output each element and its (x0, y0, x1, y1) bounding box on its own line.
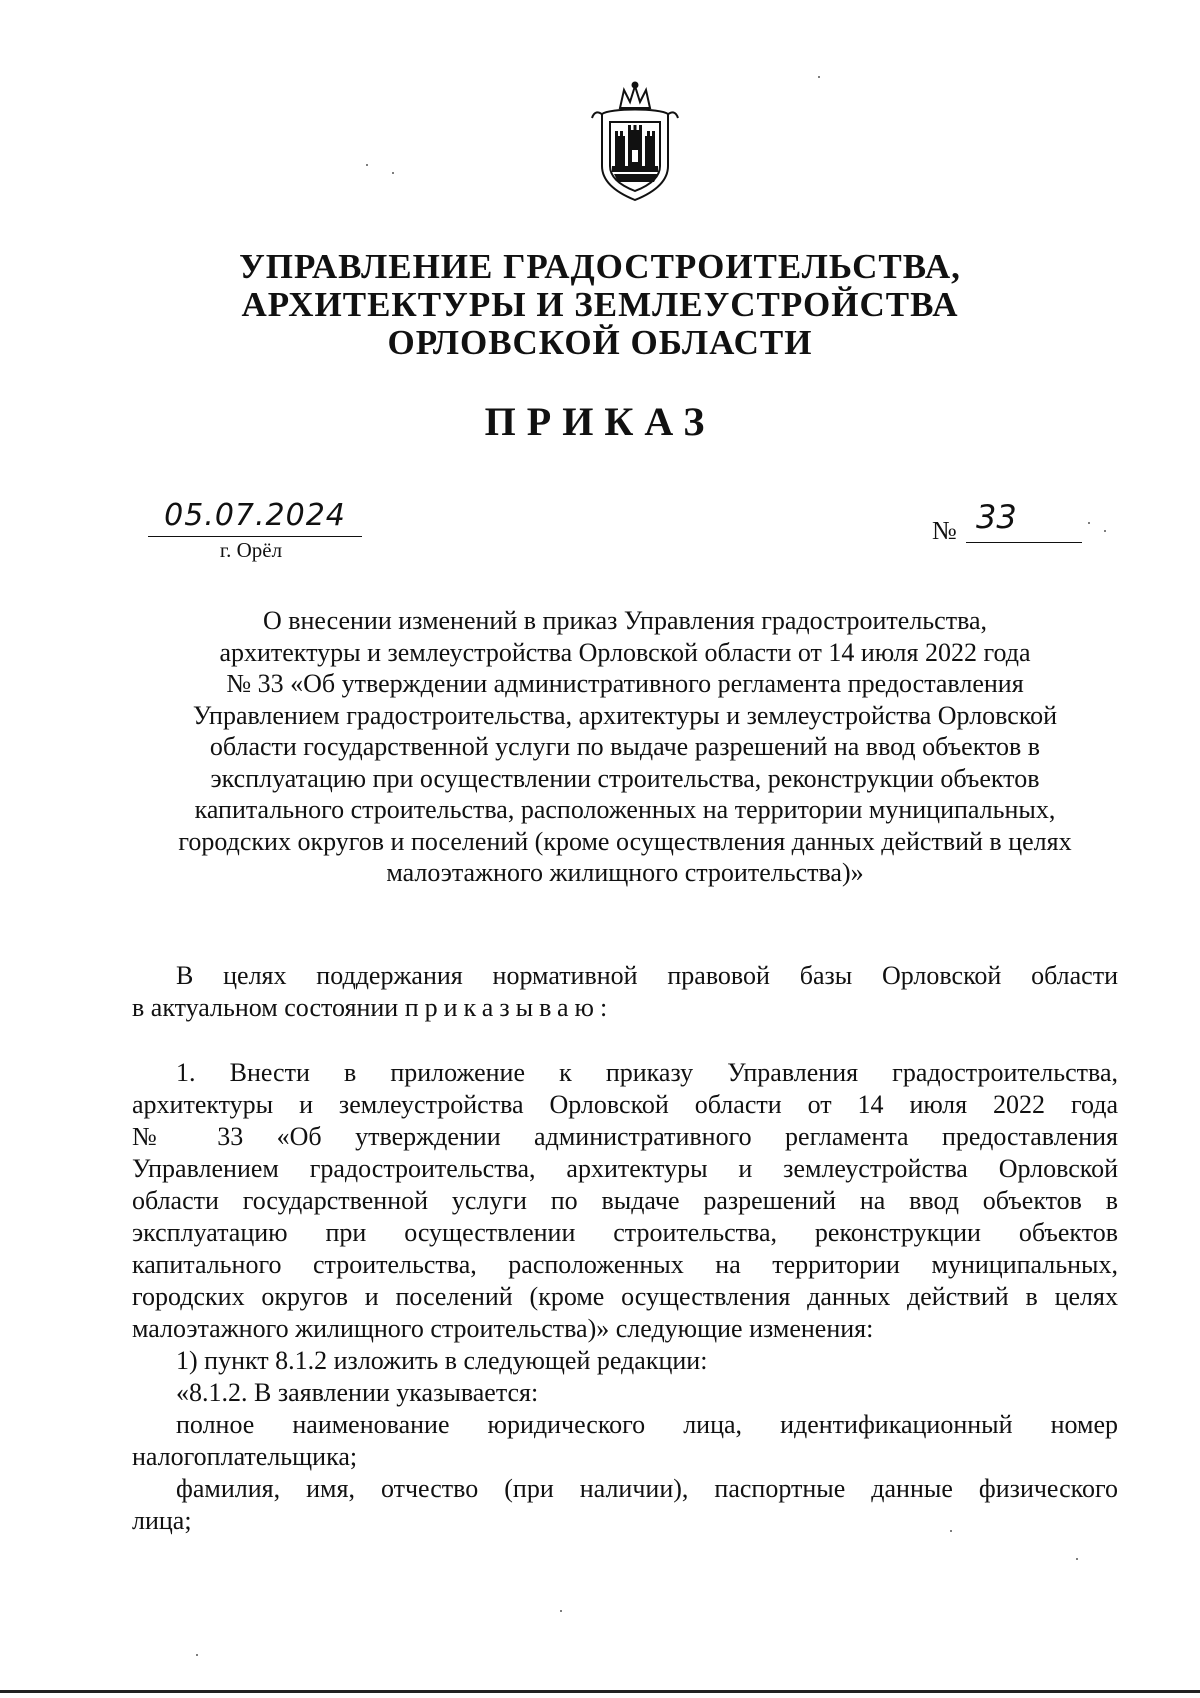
subject-line: Управлением градостроительства, архитектуры и землеустройства Орловской (192, 700, 1058, 730)
subject-line: эксплуатацию при осуществлении строительства, реконструкции объектов (210, 763, 1040, 793)
subject-line: № 33 «Об утверждении административного регламента предоставления (226, 669, 1024, 698)
scan-speck (560, 1610, 562, 1612)
quote-start-line: «8.1.2. В заявлении указывается: (176, 1378, 539, 1407)
individual-line: лица; (132, 1506, 192, 1535)
paragraph-line: городских округов и поселений (кроме осуществления данных действий в целях (132, 1282, 1118, 1311)
scan-speck (950, 1530, 952, 1532)
subject-line: городских округов и поселений (кроме осуществления данных действий в целях (178, 826, 1072, 856)
preamble-line (132, 992, 1118, 1024)
scan-speck (818, 76, 820, 78)
scan-edge-line (0, 1690, 1200, 1693)
document-number-block (932, 498, 1082, 546)
legal-entity-line: налогоплательщика; (132, 1442, 358, 1471)
subject-line: архитектуры и землеустройства Орловской области от 14 июля 2022 года (219, 637, 1031, 667)
legal-entity-line: полное наименование юридического лица, идентификационный номер (176, 1410, 1118, 1439)
paragraph-line: № 33 «Об утверждении административного регламента предоставления (132, 1122, 1118, 1151)
subject-line: малоэтажного жилищного строительства)» (386, 858, 864, 887)
date-block (148, 496, 362, 563)
organization-name-line: АРХИТЕКТУРЫ И ЗЕМЛЕУСТРОЙСТВА (241, 285, 959, 324)
scan-speck (366, 164, 368, 166)
handwritten-date: 05.07.2024 (164, 498, 346, 533)
subject-line: капитального строительства, расположенных на территории муниципальных, (194, 795, 1056, 824)
organization-name (0, 248, 1200, 362)
organization-name-line: УПРАВЛЕНИЕ ГРАДОСТРОИТЕЛЬСТВА, (239, 247, 961, 286)
preamble-colon: : (599, 993, 608, 1022)
preamble-line: В целях поддержания нормативной правовой базы Орловской области (176, 961, 1118, 990)
paragraph-line: Управлением градостроительства, архитектуры и землеустройства Орловской (132, 1154, 1118, 1183)
paragraph-line: капитального строительства, расположенных на территории муниципальных, (132, 1250, 1118, 1279)
subitem-line: 1) пункт 8.1.2 изложить в следующей редакции: (176, 1346, 708, 1375)
date-underline (148, 536, 362, 537)
preamble-text: в актуальном состоянии (132, 993, 405, 1022)
paragraph-line: малоэтажного жилищного строительства)» следующие изменения: (132, 1314, 874, 1343)
scan-speck (1104, 530, 1106, 532)
scan-speck (1088, 522, 1090, 524)
handwritten-number: 33 (976, 498, 1017, 536)
subject-line: области государственной услуги по выдаче разрешений на ввод объектов в (209, 732, 1041, 761)
scan-speck (196, 1654, 198, 1656)
organization-name-line: ОРЛОВСКОЙ ОБЛАСТИ (387, 323, 813, 362)
individual-line: фамилия, имя, отчество (при наличии), паспортные данные физического (176, 1474, 1118, 1503)
paragraph-line: эксплуатацию при осуществлении строительства, реконструкции объектов (132, 1218, 1118, 1247)
paragraph-line: области государственной услуги по выдаче разрешений на ввод объектов в (132, 1186, 1118, 1215)
paragraph-line: 1. Внести в приложение к приказу Управления градостроительства, (176, 1058, 1118, 1087)
item-1-paragraph (132, 1057, 1118, 1537)
document-type-title: ПРИКАЗ (484, 399, 716, 444)
number-sign: № (932, 516, 957, 545)
coat-of-arms-icon (584, 80, 686, 202)
paragraph-line: архитектуры и землеустройства Орловской области от 14 июля 2022 года (132, 1090, 1118, 1119)
preamble-paragraph (132, 960, 1118, 1024)
document-subject (130, 605, 1120, 889)
number-underline (966, 542, 1082, 543)
scan-speck (392, 172, 394, 174)
subject-line: О внесении изменений в приказ Управления градостроительства, (262, 606, 988, 635)
order-verb: приказываю (404, 993, 600, 1022)
scan-speck (1076, 1558, 1078, 1560)
city-label: г. Орёл (219, 538, 283, 562)
